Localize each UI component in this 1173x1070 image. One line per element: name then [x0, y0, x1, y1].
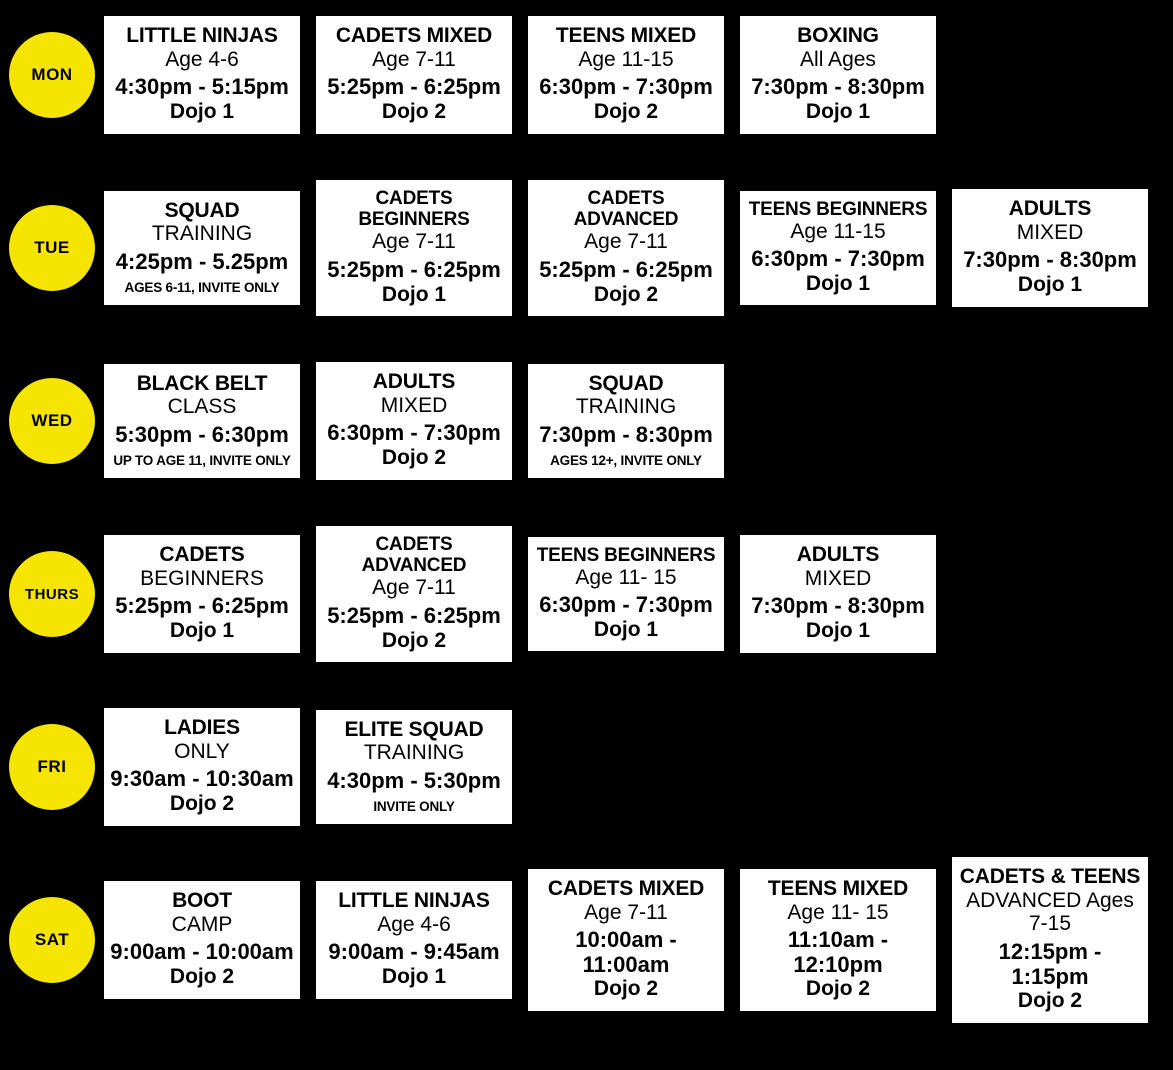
- class-time: 4:30pm - 5:15pm: [115, 74, 289, 100]
- class-title: CADETS: [159, 543, 245, 567]
- class-card[interactable]: [104, 535, 300, 652]
- class-card[interactable]: [316, 881, 512, 998]
- class-card[interactable]: [740, 16, 936, 133]
- class-subtitle: Age 11-15: [790, 219, 886, 243]
- class-title: TEENS BEGINNERS: [536, 544, 716, 566]
- class-card[interactable]: [316, 16, 512, 133]
- class-title: LITTLE NINJAS: [126, 24, 278, 48]
- class-room: Dojo 1: [805, 619, 871, 643]
- class-room: Dojo 1: [169, 619, 235, 643]
- class-title: LITTLE NINJAS: [338, 889, 490, 913]
- class-title: CADETS MIXED: [335, 24, 493, 48]
- day-badge-cell: [0, 519, 104, 669]
- class-card[interactable]: [740, 535, 936, 652]
- day-badge-mon: MON: [9, 32, 95, 118]
- class-title: ADULTS: [796, 543, 880, 567]
- class-card[interactable]: [740, 869, 936, 1011]
- day-row: [0, 0, 1173, 150]
- class-list: [104, 865, 1164, 1015]
- class-title: CADETS ADVANCED: [361, 533, 467, 577]
- class-card[interactable]: [528, 364, 724, 479]
- class-note: UP TO AGE 11, INVITE ONLY: [113, 453, 291, 469]
- class-time: 7:30pm - 8:30pm: [751, 593, 925, 619]
- class-subtitle: Age 7-11: [372, 230, 456, 254]
- class-subtitle: MIXED: [804, 566, 872, 590]
- class-time: 5:30pm - 6:30pm: [115, 421, 289, 447]
- class-time: 5:25pm - 6:25pm: [327, 256, 501, 282]
- class-subtitle: Age 11- 15: [787, 900, 889, 924]
- class-title: TEENS BEGINNERS: [748, 198, 928, 220]
- class-card[interactable]: [316, 180, 512, 316]
- class-room: Dojo 2: [169, 792, 235, 816]
- class-time: 9:30am - 10:30am: [110, 766, 294, 792]
- class-subtitle: BEGINNERS: [140, 566, 264, 590]
- class-card[interactable]: [528, 16, 724, 133]
- class-room: Dojo 2: [381, 446, 447, 470]
- class-subtitle: TRAINING: [363, 741, 465, 765]
- class-card[interactable]: [952, 189, 1148, 306]
- class-card[interactable]: [316, 526, 512, 662]
- class-time: 6:30pm - 7:30pm: [539, 74, 713, 100]
- class-list: [104, 0, 952, 150]
- day-badge-cell: [0, 0, 104, 150]
- class-note: INVITE ONLY: [373, 799, 455, 815]
- class-room: Dojo 2: [1017, 989, 1083, 1013]
- class-room: Dojo 1: [805, 271, 871, 295]
- class-time: 11:10am - 12:10pm: [787, 927, 889, 977]
- class-card[interactable]: [316, 362, 512, 479]
- class-title: BLACK BELT: [136, 371, 268, 395]
- day-badge-cell: [0, 692, 104, 842]
- day-badge-cell: [0, 865, 104, 1015]
- class-subtitle: MIXED: [1016, 220, 1084, 244]
- class-card[interactable]: [740, 191, 936, 306]
- class-time: 4:25pm - 5.25pm: [115, 248, 289, 274]
- class-time: 5:25pm - 6:25pm: [327, 602, 501, 628]
- class-list: [104, 519, 952, 669]
- class-card[interactable]: [104, 881, 300, 998]
- day-badge-wed: WED: [9, 378, 95, 464]
- class-room: Dojo 2: [593, 100, 659, 124]
- class-title: BOXING: [797, 24, 879, 48]
- class-subtitle: Age 7-11: [372, 576, 456, 600]
- class-title: LADIES: [164, 716, 240, 740]
- class-title: SQUAD: [588, 371, 664, 395]
- class-subtitle: TRAINING: [575, 395, 677, 419]
- class-title: TEENS MIXED: [767, 877, 909, 901]
- class-time: 9:00am - 9:45am: [328, 939, 500, 965]
- class-title: ADULTS: [1008, 197, 1092, 221]
- class-time: 6:30pm - 7:30pm: [539, 592, 713, 618]
- class-card[interactable]: [952, 857, 1148, 1022]
- class-note: AGES 12+, INVITE ONLY: [550, 453, 702, 469]
- class-title: SQUAD: [164, 198, 240, 222]
- day-badge-thurs: THURS: [9, 551, 95, 637]
- class-subtitle: Age 7-11: [584, 230, 668, 254]
- class-title: CADETS BEGINNERS: [358, 187, 470, 231]
- class-title: BOOT: [172, 889, 232, 913]
- day-badge-cell: [0, 346, 104, 496]
- class-title: TEENS MIXED: [555, 24, 697, 48]
- class-subtitle: MIXED: [380, 393, 448, 417]
- class-time: 12:15pm - 1:15pm: [998, 938, 1102, 989]
- class-room: Dojo 1: [805, 100, 871, 124]
- class-time: 6:30pm - 7:30pm: [751, 246, 925, 272]
- class-time: 7:30pm - 8:30pm: [963, 247, 1137, 273]
- day-badge-tue: TUE: [9, 205, 95, 291]
- class-time: 5:25pm - 6:25pm: [539, 256, 713, 282]
- class-subtitle: Age 4-6: [377, 912, 451, 936]
- class-title: CADETS MIXED: [547, 877, 705, 901]
- class-title: ADULTS: [372, 370, 456, 394]
- class-list: [104, 346, 740, 496]
- class-room: Dojo 1: [381, 965, 447, 989]
- class-room: Dojo 1: [593, 617, 659, 641]
- class-time: 9:00am - 10:00am: [110, 939, 294, 965]
- class-card[interactable]: [528, 180, 724, 316]
- class-subtitle: Age 4-6: [165, 47, 239, 71]
- class-list: [104, 173, 1164, 323]
- class-room: Dojo 2: [593, 977, 659, 1001]
- day-row: [0, 692, 1173, 842]
- class-card[interactable]: [104, 191, 300, 306]
- day-row: [0, 346, 1173, 496]
- class-title: ELITE SQUAD: [344, 717, 484, 741]
- class-subtitle: ONLY: [174, 739, 230, 763]
- class-subtitle: CAMP: [171, 912, 233, 936]
- class-room: Dojo 2: [593, 282, 659, 306]
- class-subtitle: ADVANCED Ages 7-15: [966, 888, 1134, 936]
- class-subtitle: Age 11- 15: [575, 565, 677, 589]
- class-room: Dojo 2: [381, 100, 447, 124]
- class-subtitle: Age 7-11: [584, 900, 668, 924]
- class-card[interactable]: [104, 16, 300, 133]
- class-room: Dojo 2: [381, 628, 447, 652]
- class-room: Dojo 1: [169, 100, 235, 124]
- class-time: 7:30pm - 8:30pm: [539, 421, 713, 447]
- day-badge-sat: SAT: [9, 897, 95, 983]
- day-badge-cell: [0, 173, 104, 323]
- class-title: CADETS & TEENS: [959, 865, 1141, 889]
- class-list: [104, 692, 528, 842]
- class-subtitle: Age 11-15: [578, 47, 674, 71]
- class-time: 10:00am - 11:00am: [575, 927, 677, 977]
- class-subtitle: Age 7-11: [372, 47, 456, 71]
- class-time: 6:30pm - 7:30pm: [327, 420, 501, 446]
- day-row: [0, 173, 1173, 323]
- class-time: 7:30pm - 8:30pm: [751, 74, 925, 100]
- class-time: 5:25pm - 6:25pm: [115, 593, 289, 619]
- class-room: Dojo 2: [805, 977, 871, 1001]
- class-card[interactable]: [316, 710, 512, 825]
- class-room: Dojo 2: [169, 965, 235, 989]
- class-subtitle: TRAINING: [151, 222, 253, 246]
- day-row: [0, 865, 1173, 1015]
- class-card[interactable]: [104, 708, 300, 825]
- class-room: Dojo 1: [1017, 273, 1083, 297]
- class-time: 4:30pm - 5:30pm: [327, 767, 501, 793]
- class-subtitle: All Ages: [800, 47, 876, 71]
- class-time: 5:25pm - 6:25pm: [327, 74, 501, 100]
- class-card[interactable]: [528, 537, 724, 652]
- class-card[interactable]: [104, 364, 300, 479]
- day-badge-fri: FRI: [9, 724, 95, 810]
- class-subtitle: CLASS: [167, 395, 237, 419]
- class-room: Dojo 1: [381, 282, 447, 306]
- class-note: AGES 6-11, INVITE ONLY: [124, 280, 280, 296]
- class-card[interactable]: [528, 869, 724, 1011]
- class-title: CADETS ADVANCED: [573, 187, 679, 231]
- day-row: [0, 519, 1173, 669]
